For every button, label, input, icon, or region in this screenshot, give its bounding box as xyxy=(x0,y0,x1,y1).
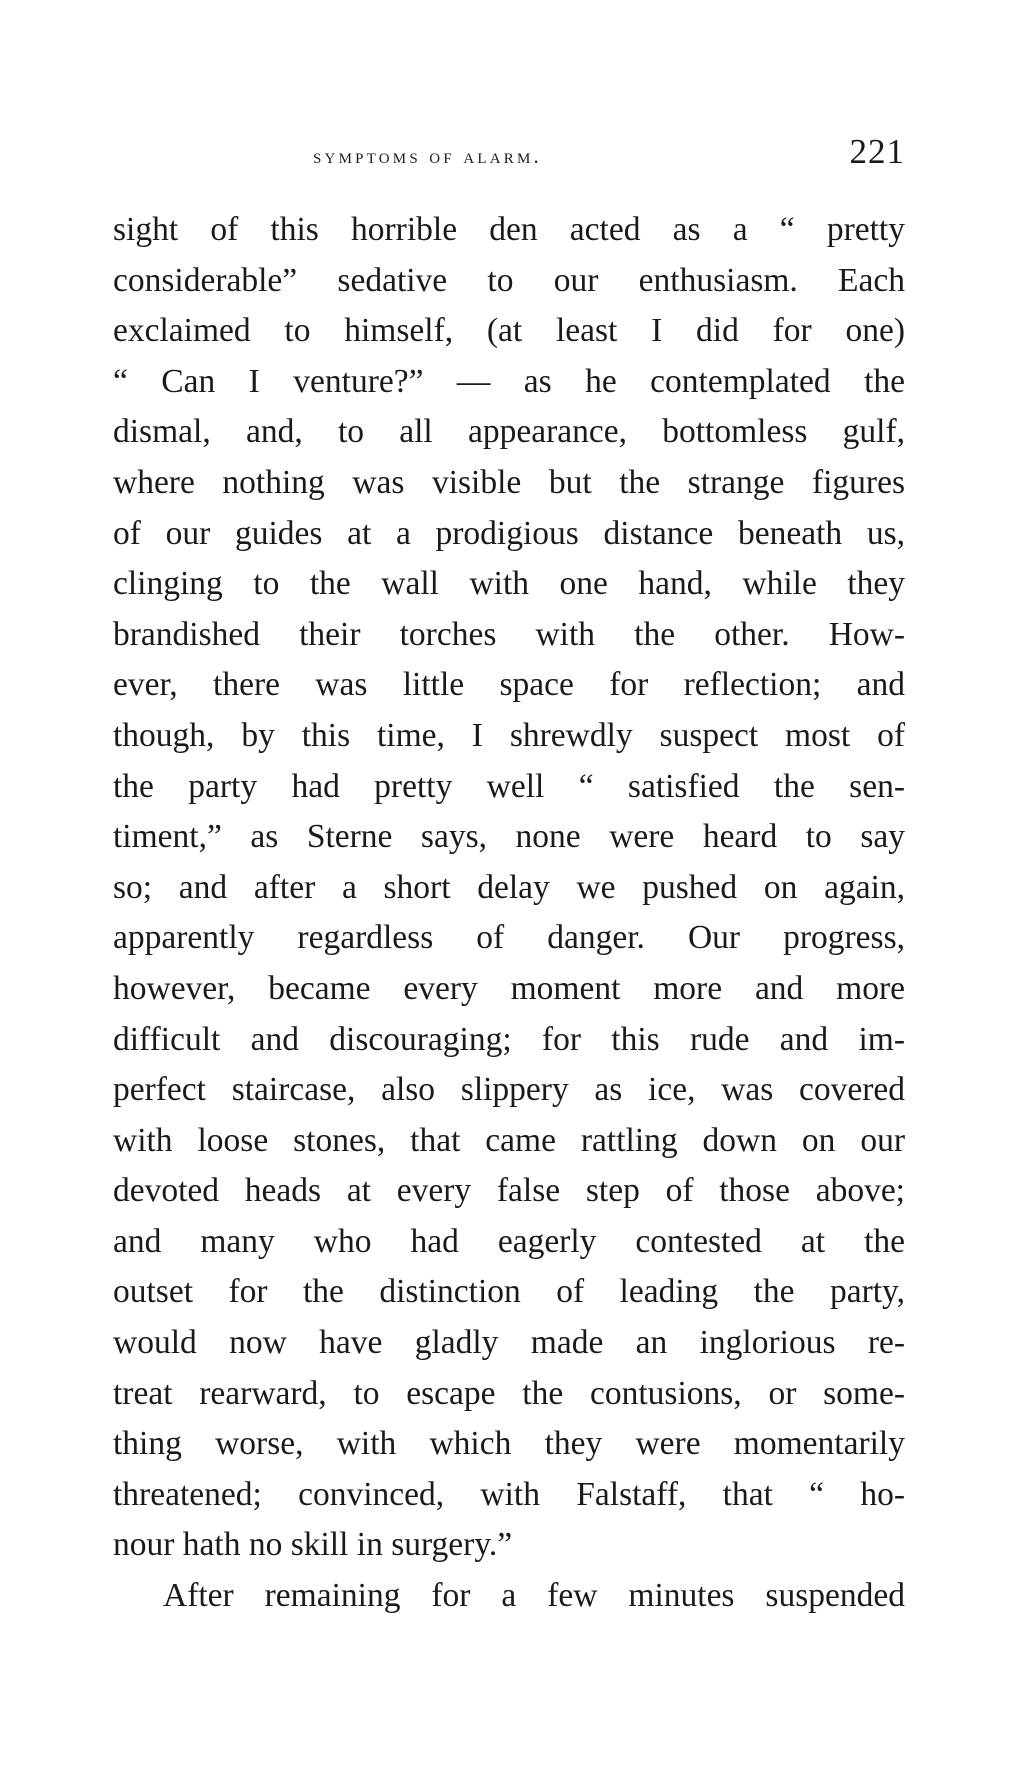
text-line: exclaimed to himself, (at least I did for one) xyxy=(113,312,905,350)
body-text xyxy=(113,205,905,1622)
text-line: devoted heads at every false step of those above; xyxy=(113,1172,905,1210)
text-line: apparently regardless of danger. Our progress, xyxy=(113,919,905,957)
text-line: the party had pretty well “ satisfied the sen- xyxy=(113,767,905,805)
text-line: outset for the distinction of leading the party, xyxy=(113,1273,905,1311)
text-line: so; and after a short delay we pushed on again, xyxy=(113,868,905,906)
running-title: symptoms of alarm. xyxy=(313,144,542,168)
running-header xyxy=(113,132,905,176)
text-line: where nothing was visible but the strange figures xyxy=(113,463,905,501)
text-line: though, by this time, I shrewdly suspect most of xyxy=(113,716,905,754)
text-line: treat rearward, to escape the contusions, or some- xyxy=(113,1374,905,1412)
text-line: threatened; convinced, with Falstaff, that “ ho- xyxy=(113,1475,905,1513)
text-line: sight of this horrible den acted as a “ pretty xyxy=(113,211,905,248)
text-line: difficult and discouraging; for this rude and im- xyxy=(113,1020,905,1058)
text-line: and many who had eagerly contested at the xyxy=(113,1222,905,1260)
text-line: ever, there was little space for reflection; and xyxy=(113,666,905,704)
text-line: with loose stones, that came rattling down on our xyxy=(113,1121,905,1159)
text-line: brandished their torches with the other. How- xyxy=(113,615,905,653)
text-line: of our guides at a prodigious distance beneath us, xyxy=(113,514,905,552)
text-line: “ Can I venture?” — as he contemplated the xyxy=(113,362,905,400)
text-line: considerable” sedative to our enthusiasm. Each xyxy=(113,261,905,299)
text-line: would now have gladly made an inglorious re- xyxy=(113,1324,905,1362)
text-line: thing worse, with which they were momentarily xyxy=(113,1425,905,1463)
text-line: perfect staircase, also slippery as ice, was covered xyxy=(113,1071,905,1109)
text-line: however, became every moment more and more xyxy=(113,969,905,1007)
text-line: dismal, and, to all appearance, bottomless gulf, xyxy=(113,413,905,451)
paragraph-end-line: nour hath no skill in surgery.” xyxy=(113,1526,513,1564)
text-line: clinging to the wall with one hand, while they xyxy=(113,565,905,603)
page-number: 221 xyxy=(849,132,905,171)
paragraph-start-line: After remaining for a few minutes suspended xyxy=(163,1577,905,1615)
text-line: timent,” as Sterne says, none were heard to say xyxy=(113,818,905,856)
